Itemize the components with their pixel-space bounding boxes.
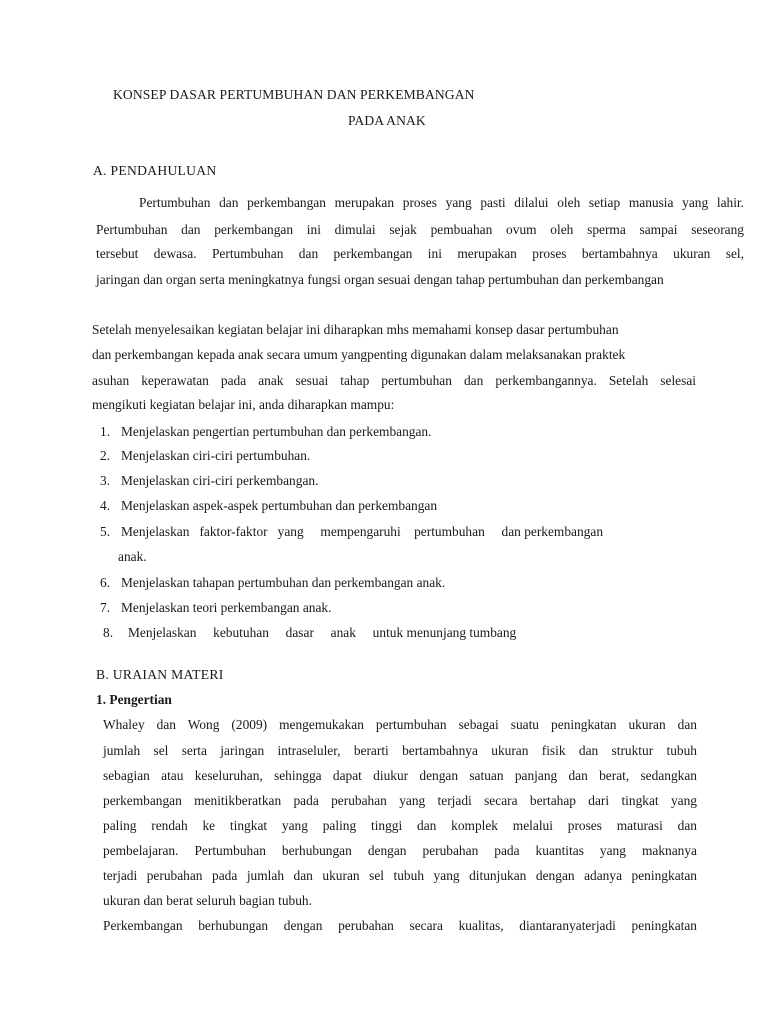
list-item: Menjelaskan kebutuhan dasar anak untuk menunjang tumbang xyxy=(128,625,517,640)
list-number: 7. xyxy=(100,600,111,615)
para1-line-4: perkembangan menitikberatkan pada perubahan yang terjadi secara bertahap dari tingkat yang xyxy=(103,793,697,808)
list-item: Menjelaskan aspek-aspek pertumbuhan dan perkembangan xyxy=(121,498,438,513)
list-number: 3. xyxy=(100,473,111,488)
goal-line-1: Setelah menyelesaikan kegiatan belajar ini diharapkan mhs memahami konsep dasar pertumbuhan xyxy=(92,322,619,337)
list-number: 2. xyxy=(100,448,111,463)
para1-line-1: Whaley dan Wong (2009) mengemukakan pertumbuhan sebagai suatu peningkatan ukuran dan xyxy=(103,717,697,732)
list-item: Menjelaskan teori perkembangan anak. xyxy=(121,600,332,615)
goal-line-2: dan perkembangan kepada anak secara umum yangpenting digunakan dalam melaksanakan praktek xyxy=(92,347,626,362)
para1-line-5: paling rendah ke tingkat yang paling tinggi dan komplek melalui proses maturasi dan xyxy=(103,818,697,833)
list-number: 4. xyxy=(100,498,111,513)
list-number: 8. xyxy=(103,625,114,640)
document-title-line2: PADA ANAK xyxy=(348,113,426,128)
intro-line-3: tersebut dewasa. Pertumbuhan dan perkembangan ini merupakan proses bertambahnya ukuran sel, xyxy=(96,246,744,261)
list-number: 5. xyxy=(100,524,111,539)
intro-line-2: Pertumbuhan dan perkembangan ini dimulai sejak pembuahan ovum oleh sperma sampai seseorang xyxy=(96,222,744,237)
para1-line-6: pembelajaran. Pertumbuhan berhubungan dengan perubahan pada kuantitas yang maknanya xyxy=(103,843,697,858)
para1-line-3: sebagian atau keseluruhan, sehingga dapat diukur dengan satuan panjang dan berat, sedangkan xyxy=(103,768,697,783)
intro-line-1: Pertumbuhan dan perkembangan merupakan proses yang pasti dilalui oleh setiap manusia yang lahir. xyxy=(139,195,744,210)
list-item: Menjelaskan ciri-ciri perkembangan. xyxy=(121,473,319,488)
list-item: Menjelaskan ciri-ciri pertumbuhan. xyxy=(121,448,311,463)
list-item-continuation: anak. xyxy=(118,549,147,564)
para1-line-8: ukuran dan berat seluruh bagian tubuh. xyxy=(103,893,312,908)
subheading-pengertian: 1. Pengertian xyxy=(96,692,172,707)
goal-line-4: mengikuti kegiatan belajar ini, anda diharapkan mampu: xyxy=(92,397,395,412)
para1-line-2: jumlah sel serta jaringan intraseluler, berarti bertambahnya ukuran fisik dan struktur tubuh xyxy=(103,743,697,758)
section-a-heading: A. PENDAHULUAN xyxy=(93,163,217,178)
list-number: 6. xyxy=(100,575,111,590)
list-item: Menjelaskan tahapan pertumbuhan dan perkembangan anak. xyxy=(121,575,446,590)
para1-line-7: terjadi perubahan pada jumlah dan ukuran sel tubuh yang ditunjukan dengan adanya peningkatan xyxy=(103,868,697,883)
goal-line-3: asuhan keperawatan pada anak sesuai tahap pertumbuhan dan perkembangannya. Setelah selesai xyxy=(92,373,696,388)
list-number: 1. xyxy=(100,424,111,439)
list-item: Menjelaskan pengertian pertumbuhan dan perkembangan. xyxy=(121,424,432,439)
document-title: KONSEP DASAR PERTUMBUHAN DAN PERKEMBANGAN xyxy=(113,87,475,102)
list-item: Menjelaskan faktor-faktor yang mempengaruhi pertumbuhan dan perkembangan xyxy=(121,524,604,539)
intro-line-4: jaringan dan organ serta meningkatnya fungsi organ sesuai dengan tahap pertumbuhan dan perkembangan xyxy=(96,272,664,287)
para2-line-1: Perkembangan berhubungan dengan perubahan secara kualitas, diantaranyaterjadi peningkatan xyxy=(103,918,697,933)
section-b-heading: B. URAIAN MATERI xyxy=(96,667,224,682)
